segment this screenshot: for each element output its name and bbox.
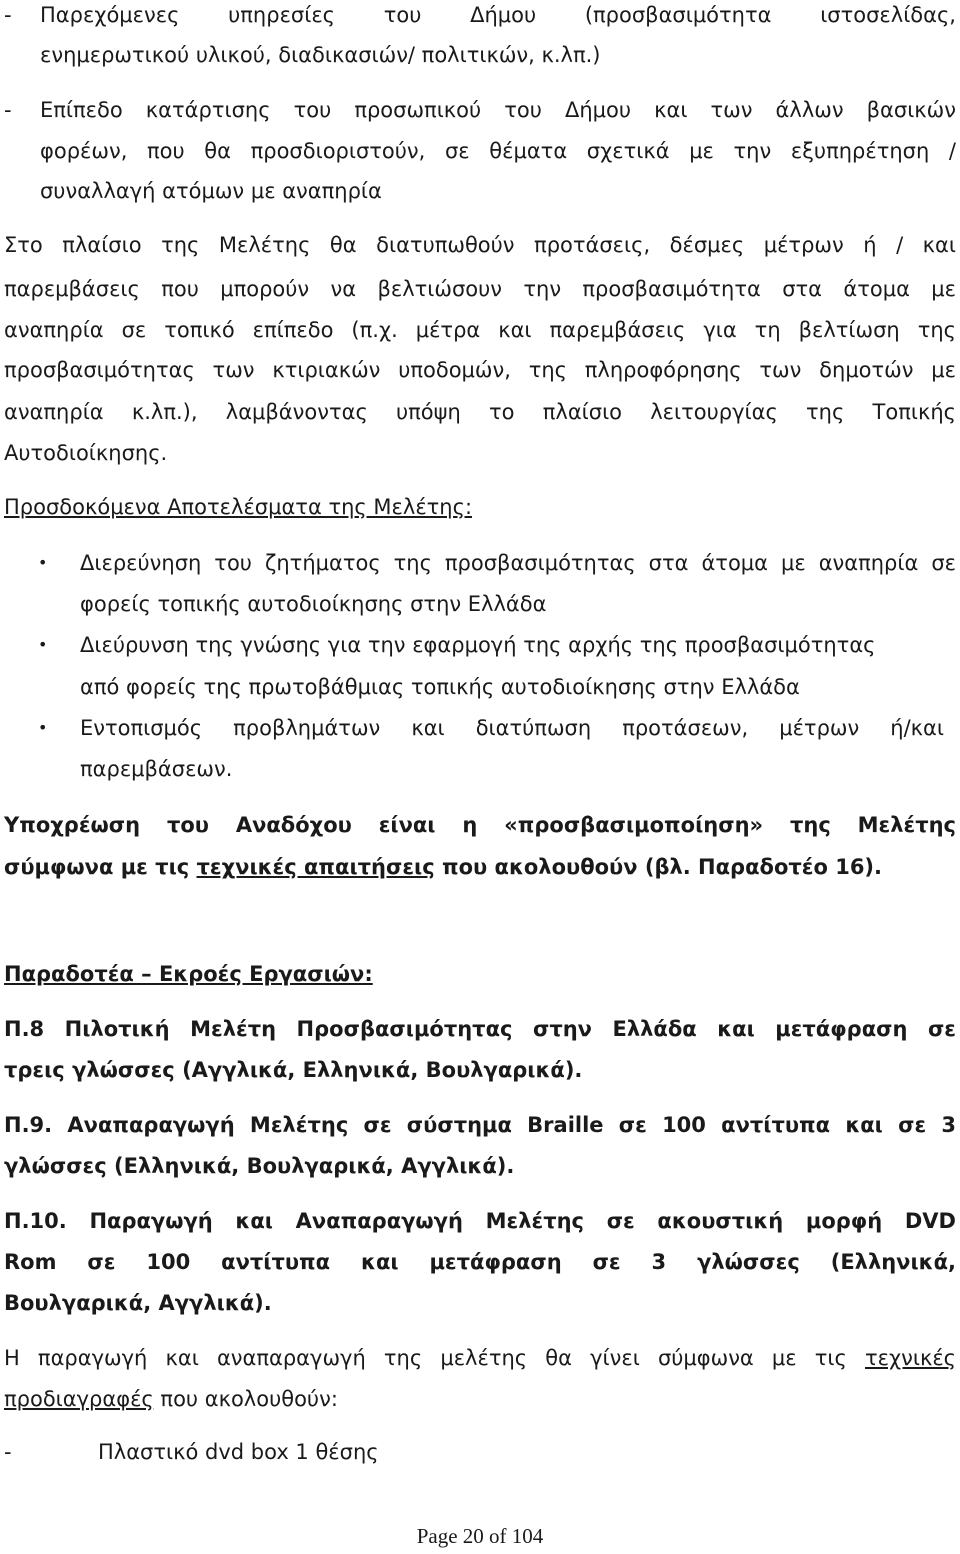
bullet-line: Διερεύνηση του ζητήματος της προσβασιμότητας στα άτομα με αναπηρία σε [80,551,956,575]
deliverable-line: γλώσσες (Ελληνικά, Βουλγαρικά, Αγγλικά). [4,1154,515,1178]
bullet-line: φορείς τοπικής αυτοδιοίκησης στην Ελλάδα [80,592,547,616]
deliverable-line: Rom σε 100 αντίτυπα και μετάφραση σε 3 γλώσσες (Ελληνικά, [4,1250,956,1274]
paragraph-line: παρεμβάσεις που μπορούν να βελτιώσουν την προσβασιμότητα στα άτομα με [4,277,956,301]
paragraph-line: Στο πλαίσιο της Μελέτης θα διατυπωθούν προτάσεις, δέσμες μέτρων ή / και [4,233,956,257]
deliverable-line: τρεις γλώσσες (Αγγλικά, Ελληνικά, Βουλγαρικά). [4,1058,583,1082]
technical-specs-link-cont[interactable]: προδιαγραφές [4,1387,154,1411]
deliverables-heading: Παραδοτέα – Εκροές Εργασιών: [4,962,373,986]
obligation-line: σύμφωνα με τις τεχνικές απαιτήσεις που ακολουθούν (βλ. Παραδοτέο 16). [4,855,883,879]
bullet-line: Εντοπισμός προβλημάτων και διατύπωση προτάσεων, μέτρων ή/και [80,716,944,740]
results-heading: Προσδοκόμενα Αποτελέσματα της Μελέτης: [4,495,473,519]
list-marker: - [4,98,12,122]
production-line: προδιαγραφές που ακολουθούν: [4,1387,338,1411]
production-line: Η παραγωγή και αναπαραγωγή της μελέτης θα γίνει σύμφωνα με τις τεχνικές [4,1346,956,1370]
paragraph-line: αναπηρία σε τοπικό επίπεδο (π.χ. μέτρα και παρεμβάσεις για τη βελτίωση της [4,318,956,342]
list-item-line: Πλαστικό dvd box 1 θέσης [98,1440,379,1464]
paragraph-line: αναπηρία κ.λπ.), λαμβάνοντας υπόψη το πλαίσιο λειτουργίας της Τοπικής [4,400,956,424]
technical-specs-link[interactable]: τεχνικές [864,1346,956,1370]
bullet-line: παρεμβάσεων. [80,757,233,781]
list-item-line: ενημερωτικού υλικού, διαδικασιών/ πολιτικών, κ.λπ.) [40,43,601,67]
paragraph-line: Αυτοδιοίκησης. [4,441,168,465]
bullet-icon: • [38,718,48,737]
deliverable-line: Π.10. Παραγωγή και Αναπαραγωγή Μελέτης σε ακουστική μορφή DVD [4,1209,956,1233]
bullet-icon: • [38,553,48,572]
list-item-line: Παρεχόμενες υπηρεσίες του Δήμου (προσβασιμότητα ιστοσελίδας, [40,3,956,27]
bullet-icon: • [38,635,48,654]
bullet-line: Διεύρυνση της γνώσης για την εφαρμογή της αρχής της προσβασιμότητας [80,633,876,657]
technical-requirements-link[interactable]: τεχνικές απαιτήσεις [196,855,435,879]
list-marker: - [4,3,12,27]
deliverable-line: Π.8 Πιλοτική Μελέτη Προσβασιμότητας στην Ελλάδα και μετάφραση σε [4,1017,956,1041]
page-number-footer: Page 20 of 104 [416,1524,544,1548]
obligation-line: Υποχρέωση του Αναδόχου είναι η «προσβασιμοποίηση» της Μελέτης [4,813,956,837]
deliverable-line: Π.9. Αναπαραγωγή Μελέτης σε σύστημα Braille σε 100 αντίτυπα και σε 3 [4,1113,956,1137]
list-item-line: φορέων, που θα προσδιοριστούν, σε θέματα σχετικά με την εξυπηρέτηση / [40,139,956,163]
list-marker: - [4,1440,12,1464]
list-item-line: συναλλαγή ατόμων με αναπηρία [40,179,382,203]
deliverable-line: Βουλγαρικά, Αγγλικά). [4,1291,272,1315]
paragraph-line: προσβασιμότητας των κτιριακών υποδομών, της πληροφόρησης των δημοτών με [4,358,956,382]
list-item-line: Επίπεδο κατάρτισης του προσωπικού του Δήμου και των άλλων βασικών [40,98,956,122]
bullet-line: από φορείς της πρωτοβάθμιας τοπικής αυτοδιοίκησης στην Ελλάδα [80,675,800,699]
